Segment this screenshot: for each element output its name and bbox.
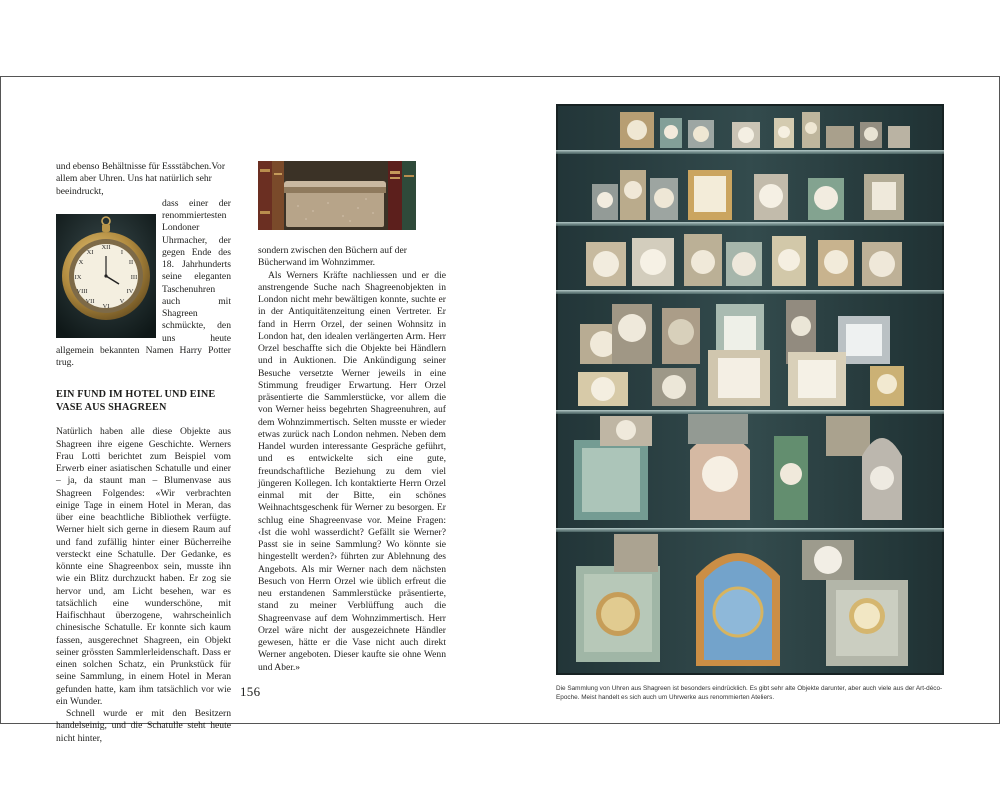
svg-text:V: V xyxy=(119,297,125,305)
clock-cabinet-photo xyxy=(556,104,944,675)
shagreen-box-on-bookshelf-image xyxy=(258,161,416,230)
pocket-watch-image xyxy=(56,214,156,338)
section-heading: EIN FUND IM HOTEL UND EINE VASE AUS SHAGREEN xyxy=(56,389,216,413)
frame-left-edge xyxy=(0,77,1,723)
svg-text:IX: IX xyxy=(74,273,82,281)
svg-text:XII: XII xyxy=(101,243,111,251)
bookshelf-paragraph: sondern zwischen den Büchern auf der Bücherwand im Wohnzimmer. xyxy=(258,245,407,269)
story-paragraph-1: Natürlich haben alle diese Objekte aus Shagreen ihre eigene Geschichte. Werners Frau Lotti berichtet zum Beispiel vom Erwerb einer asiatischen Schatulle und einer – ja, da staunt man – Blumenvase aus Shagreen Folgendes: «Wir verbrachten einige Tage in einem Hotel in Meran, das über eine beachtliche Bibliothek verfügte. Werner hielt sich gerne in diesem Raum auf und fand zufällig hinter einer Bücherreihe versteckt eine Schatulle. Der Gedanke, es könnte eine Shagreenbox sein, musste ihn wie ein Blitz durchzuckt haben. Er zog sie hervor und, am Licht besehen, war es tatsächlich eine wunderschöne, mit Haifischhaut überzogene, wahrscheinlich chinesische Schatulle. Er konnte sich kaum fassen, ausgerechnet Shagreen, ein Objekt seiner grössten Sammlerleidenschaft. Dass er einen solchen Schatz, ein Prunkstück für seine Sammlung, in einem Hotel in Meran gefunden hatte, kam ihm tatsächlich vor wie ein Wunder. xyxy=(56,426,231,707)
left-text-column xyxy=(56,161,231,745)
story-paragraph-2: Schnell wurde er mit den Besitzern handelseinig, und die Schatulle steht heute nicht hinter, xyxy=(56,708,231,744)
page-number: 156 xyxy=(240,684,261,699)
orzel-paragraph: Als Werners Kräfte nachliessen und er die anstrengende Suche nach Shagreenobjekten in London nicht mehr bewältigen konnte, suchte er in der Antiquitätenzeitung einen Vertreter. Er fand in Herrn Orzel, der seinen Wohnsitz in London hat, den idealen verlängerten Arm. Herr Orzel beschaffte sich die Objekte bei Händlern und in Auktionen. Die Ankündigung seiner Besuche versetzte Werner jeweils in eine Stimmung freudiger Erwartung. Herr Orzel präsentierte die Sammlerstücke, vor allem die von Werner heiss begehrten Shagreenuhren, auf dem Wohnzimmertisch. Selten musste er wieder etwas zurück nach London nehmen. Neben dem Handel wurden interessante Gespräche geführt, und es entwickelte sich eine gute, freundschaftliche Beziehung zu dem viel jüngeren Kollegen. Ich kontaktierte Herrn Orzel einmal mit der Bitte, ein schönes Weihnachtsgeschenk für Werner zu besorgen. Er schlug eine Shagreenvase vor. Meine Fragen: ‹Ist die wohl wasserdicht? Gefällt sie Werner? Passt sie in seine Sammlung? Wo könnte sie hingestellt werden?› führten zur Ablehnung des Angebots. Als mir Werner nach dem nächsten Besuch von Herrn Orzel wie üblich erfreut die neu erstandenen Sammlerstücke präsentierte, stand zu meiner Verblüffung auch die Shagreenvase auf dem Wohnzimmertisch. Herr Orzel wäre nicht der ausgezeichnete Händler gewesen, hätte er die Vase nicht auch direkt Werner angeboten. Dieser kaufte sie ohne Wenn und Aber.» xyxy=(258,269,446,673)
svg-text:IV: IV xyxy=(126,287,134,295)
svg-text:VI: VI xyxy=(102,302,110,310)
svg-text:II: II xyxy=(128,258,134,266)
intro-lines: und ebenso Behältnisse für Essstäbchen.Vor allem aber Uhren. Uns hat natürlich sehr beeindruckt, xyxy=(56,161,226,197)
middle-text-column xyxy=(258,245,446,674)
svg-text:XI: XI xyxy=(86,248,94,256)
watch-paragraph: dass einer der renommiertesten Londoner Uhrmacher, der gegen Ende des 18. Jahrhunderts seine eleganten Taschenuhren auch mit Shagreen schmückte, den uns heute allgemein bekannten Namen Harry Potter trug. xyxy=(56,197,231,368)
svg-text:VIII: VIII xyxy=(76,287,88,295)
svg-text:VII: VII xyxy=(85,297,95,305)
svg-text:X: X xyxy=(78,258,84,266)
photo-caption: Die Sammlung von Uhren aus Shagreen ist besonders eindrücklich. Es gibt sehr alte Objekte darunter, aber auch viele aus der Art-déco-Epoche. Meist handelt es sich auch um Uhrwerke aus renommierten Ateliers. xyxy=(556,685,943,702)
svg-text:I: I xyxy=(120,248,124,256)
svg-text:III: III xyxy=(130,273,138,281)
